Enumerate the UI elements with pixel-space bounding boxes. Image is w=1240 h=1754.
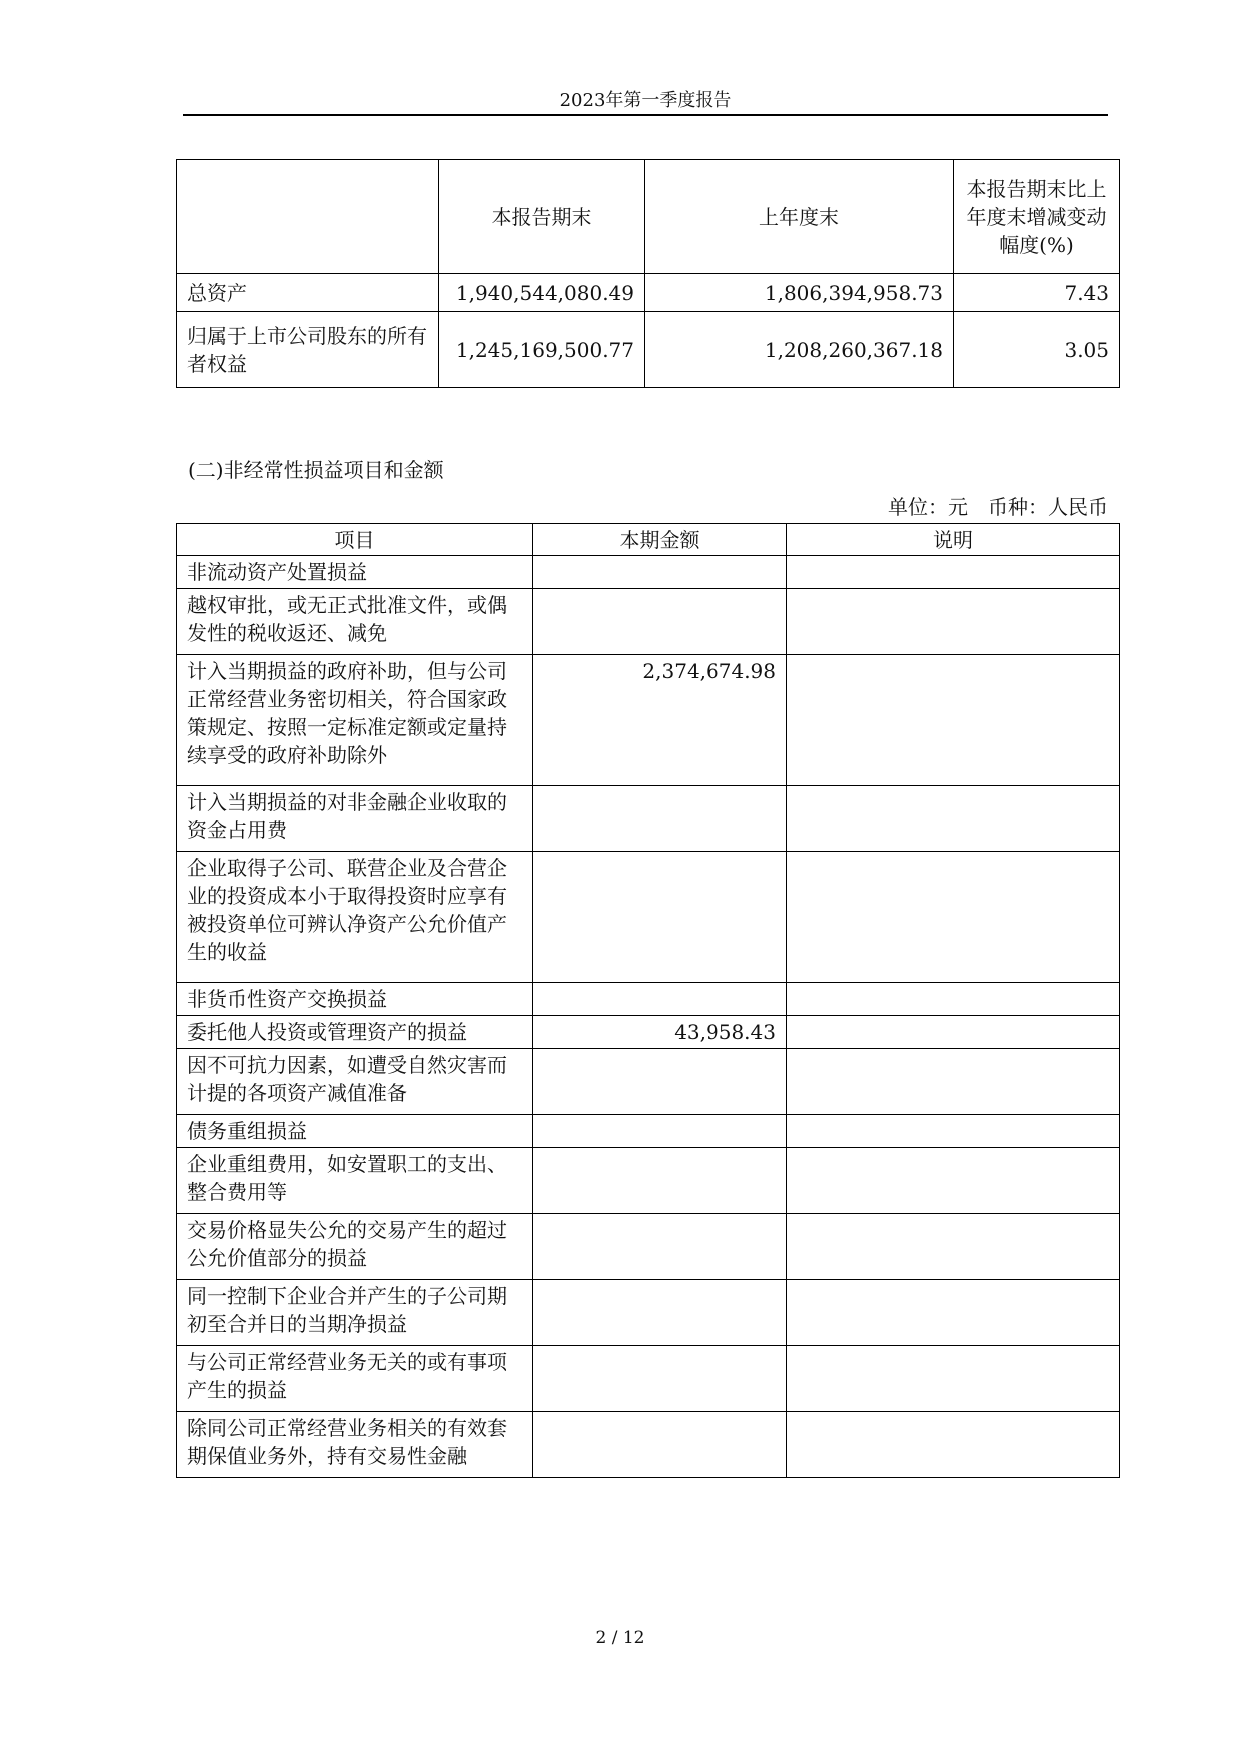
table-row: [177, 1214, 1120, 1280]
row-change-value: 7.43: [954, 274, 1120, 312]
header-rule: [183, 114, 1108, 116]
unit-currency-note: 单位：元 币种：人民币: [888, 495, 1108, 519]
row-note: [787, 589, 1120, 655]
table-row: [177, 786, 1120, 852]
row-amount: [533, 983, 787, 1016]
row-change-value: 3.05: [954, 312, 1120, 388]
row-item-label: 非货币性资产交换损益: [177, 983, 533, 1016]
row-item-label: 债务重组损益: [177, 1115, 533, 1148]
table-row: [177, 1280, 1120, 1346]
table-row: [177, 852, 1120, 983]
row-note: [787, 1280, 1120, 1346]
table-row: [177, 1412, 1120, 1478]
section-title: (二)非经常性损益项目和金额: [188, 458, 444, 482]
row-item-label: 总资产: [177, 274, 439, 312]
table-header-row: [177, 524, 1120, 556]
row-note: [787, 1148, 1120, 1214]
row-note: [787, 556, 1120, 589]
row-note: [787, 1412, 1120, 1478]
row-item-label: 交易价格显失公允的交易产生的超过公允价值部分的损益: [177, 1214, 533, 1280]
row-amount: [533, 1148, 787, 1214]
row-note: [787, 1049, 1120, 1115]
row-prior-value: 1,806,394,958.73: [645, 274, 954, 312]
row-note: [787, 1214, 1120, 1280]
row-note: [787, 786, 1120, 852]
row-note: [787, 983, 1120, 1016]
balance-summary-table: [176, 159, 1120, 388]
row-item-label: 归属于上市公司股东的所有者权益: [177, 312, 439, 388]
table-row: [177, 1148, 1120, 1214]
row-item-label: 企业重组费用，如安置职工的支出、整合费用等: [177, 1148, 533, 1214]
row-note: [787, 1346, 1120, 1412]
row-note: [787, 1016, 1120, 1049]
header-cell-amount: 本期金额: [533, 524, 787, 556]
row-amount: 2,374,674.98: [533, 655, 787, 786]
row-item-label: 与公司正常经营业务无关的或有事项产生的损益: [177, 1346, 533, 1412]
row-amount: [533, 589, 787, 655]
row-amount: [533, 1280, 787, 1346]
table-row: [177, 1115, 1120, 1148]
row-amount: [533, 1412, 787, 1478]
row-item-label: 委托他人投资或管理资产的损益: [177, 1016, 533, 1049]
table-row: [177, 655, 1120, 786]
table-row: [177, 274, 1120, 312]
row-item-label: 越权审批，或无正式批准文件，或偶发性的税收返还、减免: [177, 589, 533, 655]
row-note: [787, 852, 1120, 983]
row-amount: [533, 1115, 787, 1148]
header-cell-item: 项目: [177, 524, 533, 556]
table-row: [177, 1346, 1120, 1412]
row-amount: [533, 556, 787, 589]
row-amount: [533, 786, 787, 852]
row-amount: 43,958.43: [533, 1016, 787, 1049]
row-item-label: 非流动资产处置损益: [177, 556, 533, 589]
table-row: [177, 556, 1120, 589]
page-header-title: 2023年第一季度报告: [559, 90, 732, 111]
table-row: [177, 312, 1120, 388]
row-amount: [533, 1346, 787, 1412]
header-cell-current-period-end: 本报告期末: [439, 160, 645, 274]
header-cell-empty: [177, 160, 439, 274]
table-row: [177, 589, 1120, 655]
row-item-label: 企业取得子公司、联营企业及合营企业的投资成本小于取得投资时应享有被投资单位可辨认净资产公允价值产生的收益: [177, 852, 533, 983]
row-note: [787, 655, 1120, 786]
row-item-label: 除同公司正常经营业务相关的有效套期保值业务外，持有交易性金融: [177, 1412, 533, 1478]
table-row: [177, 1049, 1120, 1115]
row-item-label: 计入当期损益的对非金融企业收取的资金占用费: [177, 786, 533, 852]
table-header-row: [177, 160, 1120, 274]
row-amount: [533, 1049, 787, 1115]
header-cell-prior-year-end: 上年度末: [645, 160, 954, 274]
row-note: [787, 1115, 1120, 1148]
row-current-value: 1,940,544,080.49: [439, 274, 645, 312]
row-amount: [533, 1214, 787, 1280]
row-item-label: 计入当期损益的政府补助，但与公司正常经营业务密切相关，符合国家政策规定、按照一定标准定额或定量持续享受的政府补助除外: [177, 655, 533, 786]
table-row: [177, 983, 1120, 1016]
row-item-label: 同一控制下企业合并产生的子公司期初至合并日的当期净损益: [177, 1280, 533, 1346]
row-amount: [533, 852, 787, 983]
header-cell-note: 说明: [787, 524, 1120, 556]
page-number: 2 / 12: [595, 1628, 645, 1648]
row-current-value: 1,245,169,500.77: [439, 312, 645, 388]
header-cell-change-pct: 本报告期末比上年度末增减变动幅度(%): [954, 160, 1120, 274]
row-prior-value: 1,208,260,367.18: [645, 312, 954, 388]
table-row: [177, 1016, 1120, 1049]
non-recurring-items-table: [176, 523, 1120, 1478]
row-item-label: 因不可抗力因素，如遭受自然灾害而计提的各项资产减值准备: [177, 1049, 533, 1115]
